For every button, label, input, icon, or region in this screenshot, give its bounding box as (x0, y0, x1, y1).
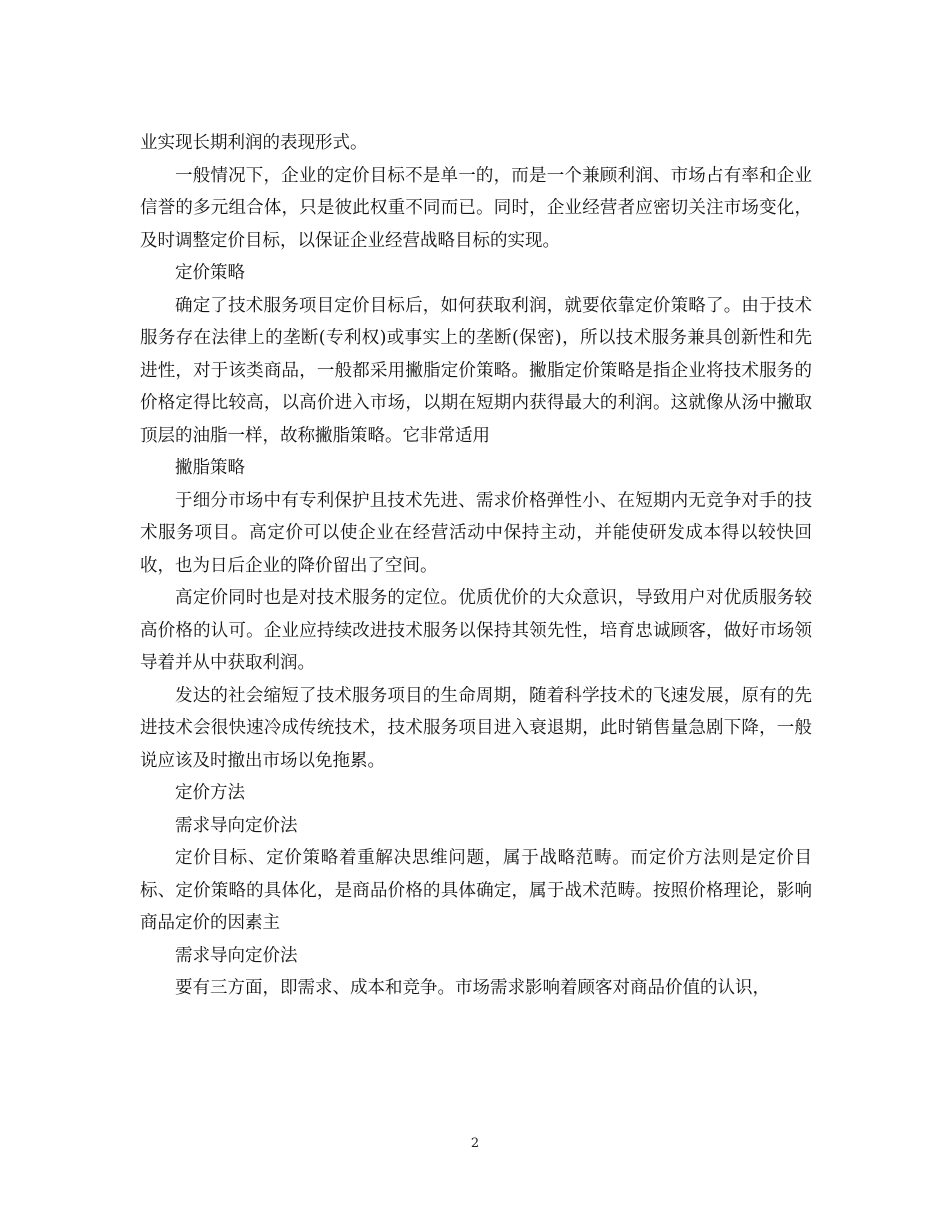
document-body (140, 127, 812, 1005)
page-number: 2 (470, 1136, 480, 1151)
paragraph-5: 高定价同时也是对技术服务的定位。优质优价的大众意识，导致用户对优质服务较高价格的认可。企业应持续改进技术服务以保持其领先性，培育忠诚顾客，做好市场领导着并从中获取利润。 (140, 588, 812, 673)
section-heading-pricing-strategy: 定价策略 (175, 263, 245, 283)
section-heading-pricing-methods: 定价方法 (175, 783, 245, 803)
paragraph-6: 发达的社会缩短了技术服务项目的生命周期，随着科学技术的飞速发展，原有的先进技术会很快速冷成传统技术，技术服务项目进入衰退期，此时销售量急剧下降，一般说应该及时撤出市场以免拖累。 (140, 685, 812, 771)
paragraph-7: 定价目标、定价策略着重解决思维问题，属于战略范畴。而定价方法则是定价目标、定价策略的具体化，是商品价格的具体确定，属于战术范畴。按照价格理论，影响商品定价的因素主 (140, 848, 812, 933)
paragraph-2: 一般情况下，企业的定价目标不是单一的，而是一个兼顾利润、市场占有率和企业信誉的多元组合体，只是彼此权重不同而已。同时，企业经营者应密切关注市场变化，及时调整定价目标，以保证企业经营战略目标的实现。 (140, 165, 812, 251)
paragraph-8: 要有三方面，即需求、成本和竞争。市场需求影响着顾客对商品价值的认识， (175, 978, 770, 998)
section-heading-skimming-strategy: 撇脂策略 (175, 458, 245, 478)
paragraph-3: 确定了技术服务项目定价目标后，如何获取利润，就要依靠定价策略了。由于技术服务存在法律上的垄断(专利权)或事实上的垄断(保密)，所以技术服务兼具创新性和先进性，对于该类商品，一般都采用撇脂定价策略。撇脂定价策略是指企业将技术服务的价格定得比较高，以高价进入市场，以期在短期内获得最大的利润。这就像从汤中撇取顶层的油脂一样，故称撇脂策略。它非常适用 (140, 295, 812, 446)
section-heading-demand-oriented-pricing: 需求导向定价法 (175, 815, 298, 836)
section-heading-demand-oriented-pricing-repeat: 需求导向定价法 (175, 945, 298, 966)
paragraph-1: 业实现长期利润的表现形式。 (140, 133, 368, 153)
paragraph-4: 于细分市场中有专利保护且技术先进、需求价格弹性小、在短期内无竞争对手的技术服务项目。高定价可以使企业在经营活动中保持主动，并能使研发成本得以较快回收，也为日后企业的降价留出了空间。 (140, 490, 812, 576)
